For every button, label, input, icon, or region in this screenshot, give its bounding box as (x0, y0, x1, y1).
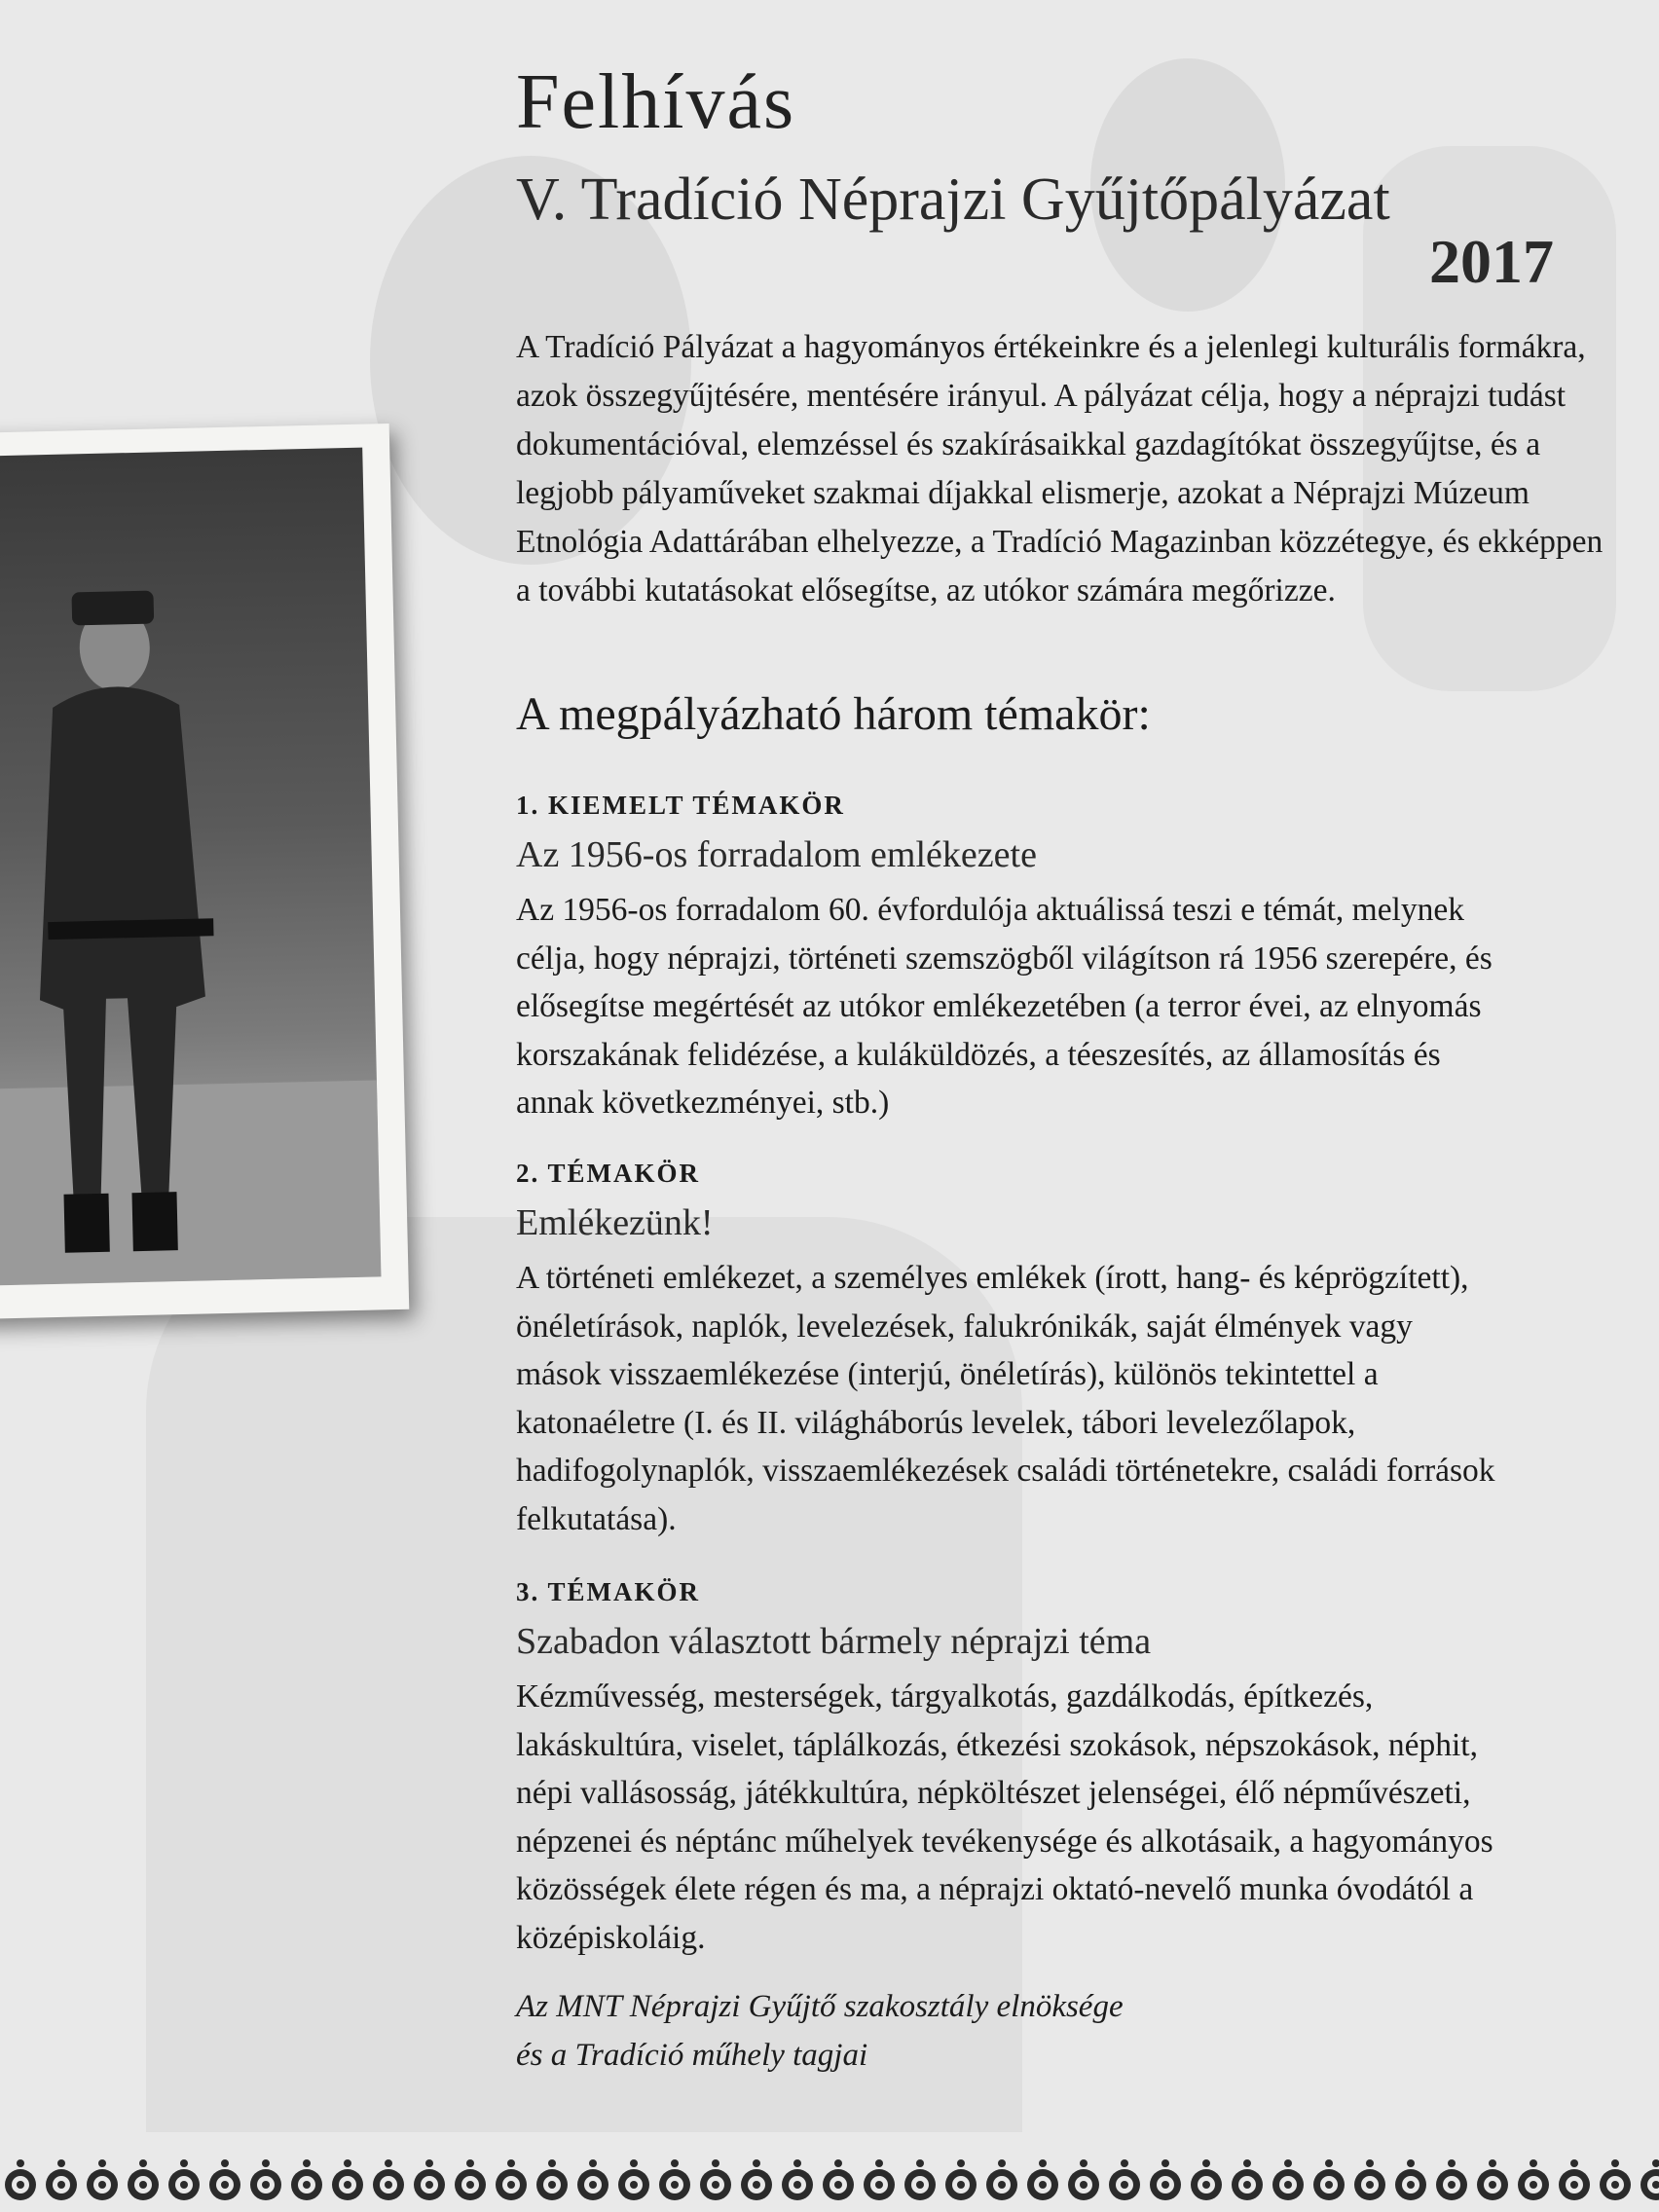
topic-1-body: Az 1956-os forradalom 60. évfordulója aktuálissá teszi e témát, melynek célja, hogy néprajzi, történeti szemszögből világítson rá 1956 szerepére, és elősegítse megértését az utókor emlékezetében (a terror évei, az elnyomás korszakának felidézése, a kuláküldözés, a téeszesítés, az államosítás és annak következményei, stb.) (516, 892, 1493, 1121)
topic-1-label: 1. KIEMELT TÉMAKÖR (516, 791, 845, 820)
topic-1-title: Az 1956-os forradalom emlékezete (516, 834, 1037, 875)
decorative-border (0, 2150, 1659, 2212)
signature-line-1: Az MNT Néprajzi Gyűjtő szakosztály elnöksége (516, 1989, 1124, 2024)
signature (516, 1982, 1124, 2080)
topic-2-body: A történeti emlékezet, a személyes emlékek (írott, hang- és képrögzített), önéletírások, naplók, levelezések, falukrónikák, saját élmények vagy mások visszaemlékezése (interjú, önéletírás), különös tekintettel a katonaéletre (I. és II. világháborús levelek, tábori levelezőlapok, hadifogolynaplók, visszaemlékezések családi történetekre, családi források felkutatása). (516, 1260, 1495, 1537)
topic-2-label: 2. TÉMAKÖR (516, 1159, 701, 1188)
section-heading: A megpályázható három témakör: (516, 688, 1151, 740)
topic-3-title: Szabadon választott bármely néprajzi téma (516, 1621, 1152, 1662)
topic-3-label: 3. TÉMAKÖR (516, 1577, 701, 1606)
year-label: 2017 (1429, 227, 1554, 296)
topic-2-title: Emlékezünk! (516, 1202, 714, 1243)
soldier-portrait (0, 448, 382, 1286)
page-title: Felhívás (516, 59, 796, 145)
topic-3-body: Kézművesség, mesterségek, tárgyalkotás, gazdálkodás, építkezés, lakáskultúra, viselet, táplálkozás, étkezési szokások, népszokások, néphit, népi vallásosság, játékkultúra, népköltészet jelenségei, élő népművészeti, népzenei és néptánc műhelyek tevékenysége és alkotásaik, a hagyományos közösségek élete régen és ma, a néprajzi oktató-nevelő munka óvodától a középiskoláig. (516, 1678, 1493, 1956)
soldier-figure-icon (0, 448, 382, 1286)
intro-paragraph: A Tradíció Pályázat a hagyományos értékeinkre és a jelenlegi kulturális formákra, azok összegyűjtésére, mentésére irányul. A pályázat célja, hogy a néprajzi tudást dokumentációval, elemzéssel és szakírásaikkal gazdagítókat összegyűjtse, és a legjobb pályaműveket szakmai díjakkal elismerje, azokat a Néprajzi Múzeum Etnológia Adattárában elhelyezze, a Tradíció Magazinban közzétegye, és ekképpen a további kutatásokat elősegítse, az utókor számára megőrizze. (516, 329, 1604, 608)
signature-line-2: és a Tradíció műhely tagjai (516, 2038, 868, 2073)
vintage-photo-card (0, 424, 409, 1319)
page-subtitle: V. Tradíció Néprajzi Gyűjtőpályázat (516, 166, 1390, 233)
